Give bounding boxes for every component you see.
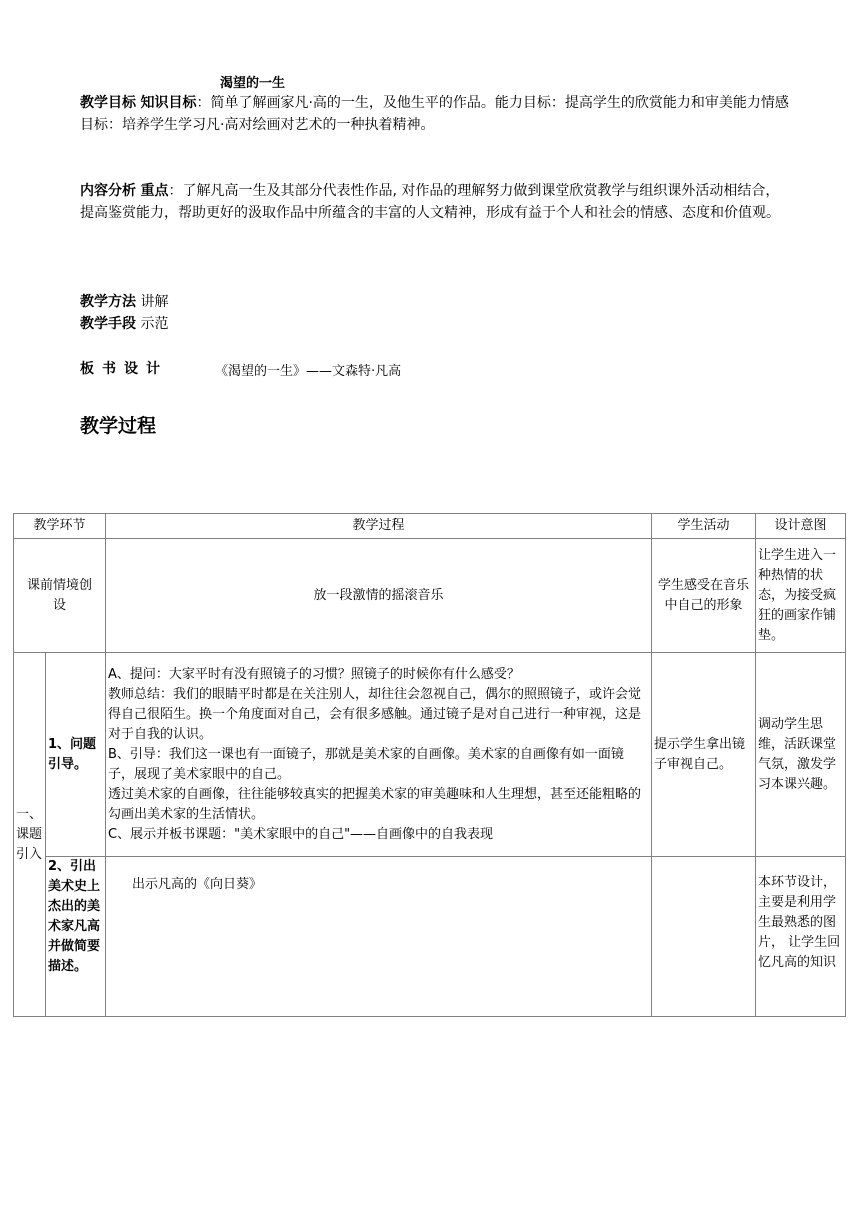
table-row (14, 653, 846, 857)
row2-process-line: A、提问：大家平时有没有照镜子的习惯？照镜子的时候你有什么感受？ (108, 666, 520, 682)
objectives-text: ：简单了解画家凡·高的一生，及他生平的作品。能力目标：提高学生的欣赏能力和审美能力情感目标：培养学生学习凡·高对绘画对艺术的一种执着精神。 (80, 95, 789, 133)
header-activity: 学生活动 (652, 514, 756, 539)
row1-activity: 学生感受在音乐中自己的形象 (652, 539, 756, 653)
process-heading: 教学过程 (80, 415, 157, 437)
board-value: 《渴望的一生》——文森特·凡高 (215, 364, 402, 379)
board-label: 板书设计 (80, 361, 168, 377)
doc-title: 渴望的一生 (220, 76, 286, 91)
header-process: 教学过程 (106, 514, 652, 539)
row3-intent: 本环节设计，主要是利用学生最熟悉的图片， 让学生回忆凡高的知识 (756, 857, 846, 1017)
header-intent: 设计意图 (756, 514, 846, 539)
row2-process-line: 透过美术家的自画像，往往能够较真实的把握美术家的审美趣味和人生理想，甚至还能粗略的勾画出美术家的生活情状。 (108, 786, 642, 822)
row2-intent: 调动学生思维，活跃课堂气氛，激发学习本课兴趣。 (756, 653, 846, 857)
table-row (14, 539, 846, 653)
means-line (80, 313, 790, 335)
key-label: 重点 (140, 183, 169, 199)
row2-process-line: C、展示并板书课题："美术家眼中的自己"——自画像中的自我表现 (108, 826, 494, 842)
means-label: 教学手段 (80, 316, 136, 332)
content-analysis-label: 内容分析 (80, 183, 136, 199)
row3-stage: 2、引出美术史上杰出的美术家凡高并做简要描述。 (46, 857, 106, 1017)
board-design-line (80, 358, 402, 379)
row2-process-line: 教师总结：我们的眼睛平时都是在关注别人，却往往会忽视自己，偶尔的照照镜子，或许会觉得自己很陌生。换一个角度面对自己，会有很多感触。通过镜子是对自己进行一种审视，这是对于自我的认识。 (108, 686, 642, 742)
row1-stage: 课前情境创设 (14, 539, 106, 653)
knowledge-label: 知识目标 (140, 95, 197, 111)
row3-activity (652, 857, 756, 1017)
method-label: 教学方法 (80, 294, 136, 310)
lesson-table (13, 513, 846, 1017)
row1-intent: 让学生进入一种热情的状态，为接受疯狂的画家作铺垫。 (756, 539, 846, 653)
row3-process: 出示凡高的《向日葵》 (106, 857, 652, 1017)
row2-activity: 提示学生拿出镜子审视自己。 (652, 653, 756, 857)
means-value: 示范 (140, 316, 169, 332)
section-label: 一、课题引入 (14, 653, 46, 1017)
content-analysis-paragraph (80, 180, 790, 224)
content-analysis-text: ：了解凡高一生及其部分代表性作品, 对作品的理解努力做到课堂欣赏教学与组织课外活动相结合，提高鉴赏能力，帮助更好的汲取作品中所蕴含的丰富的人文精神，形成有益于个人和社会的情感、态度和价值观。 (80, 183, 780, 221)
table-header-row (14, 514, 846, 539)
row2-process (106, 653, 652, 857)
row2-process-line: B、引导：我们这一课也有一面镜子，那就是美术家的自画像。美术家的自画像有如一面镜子，展现了美术家眼中的自己。 (108, 746, 624, 782)
row2-stage: 1、问题引导。 (46, 653, 106, 857)
header-stage: 教学环节 (14, 514, 106, 539)
method-value: 讲解 (140, 294, 169, 310)
table-row (14, 857, 846, 1017)
method-line (80, 291, 790, 313)
row1-process: 放一段激情的摇滚音乐 (106, 539, 652, 653)
objectives-label: 教学目标 (80, 95, 136, 111)
objectives-paragraph (80, 92, 790, 136)
